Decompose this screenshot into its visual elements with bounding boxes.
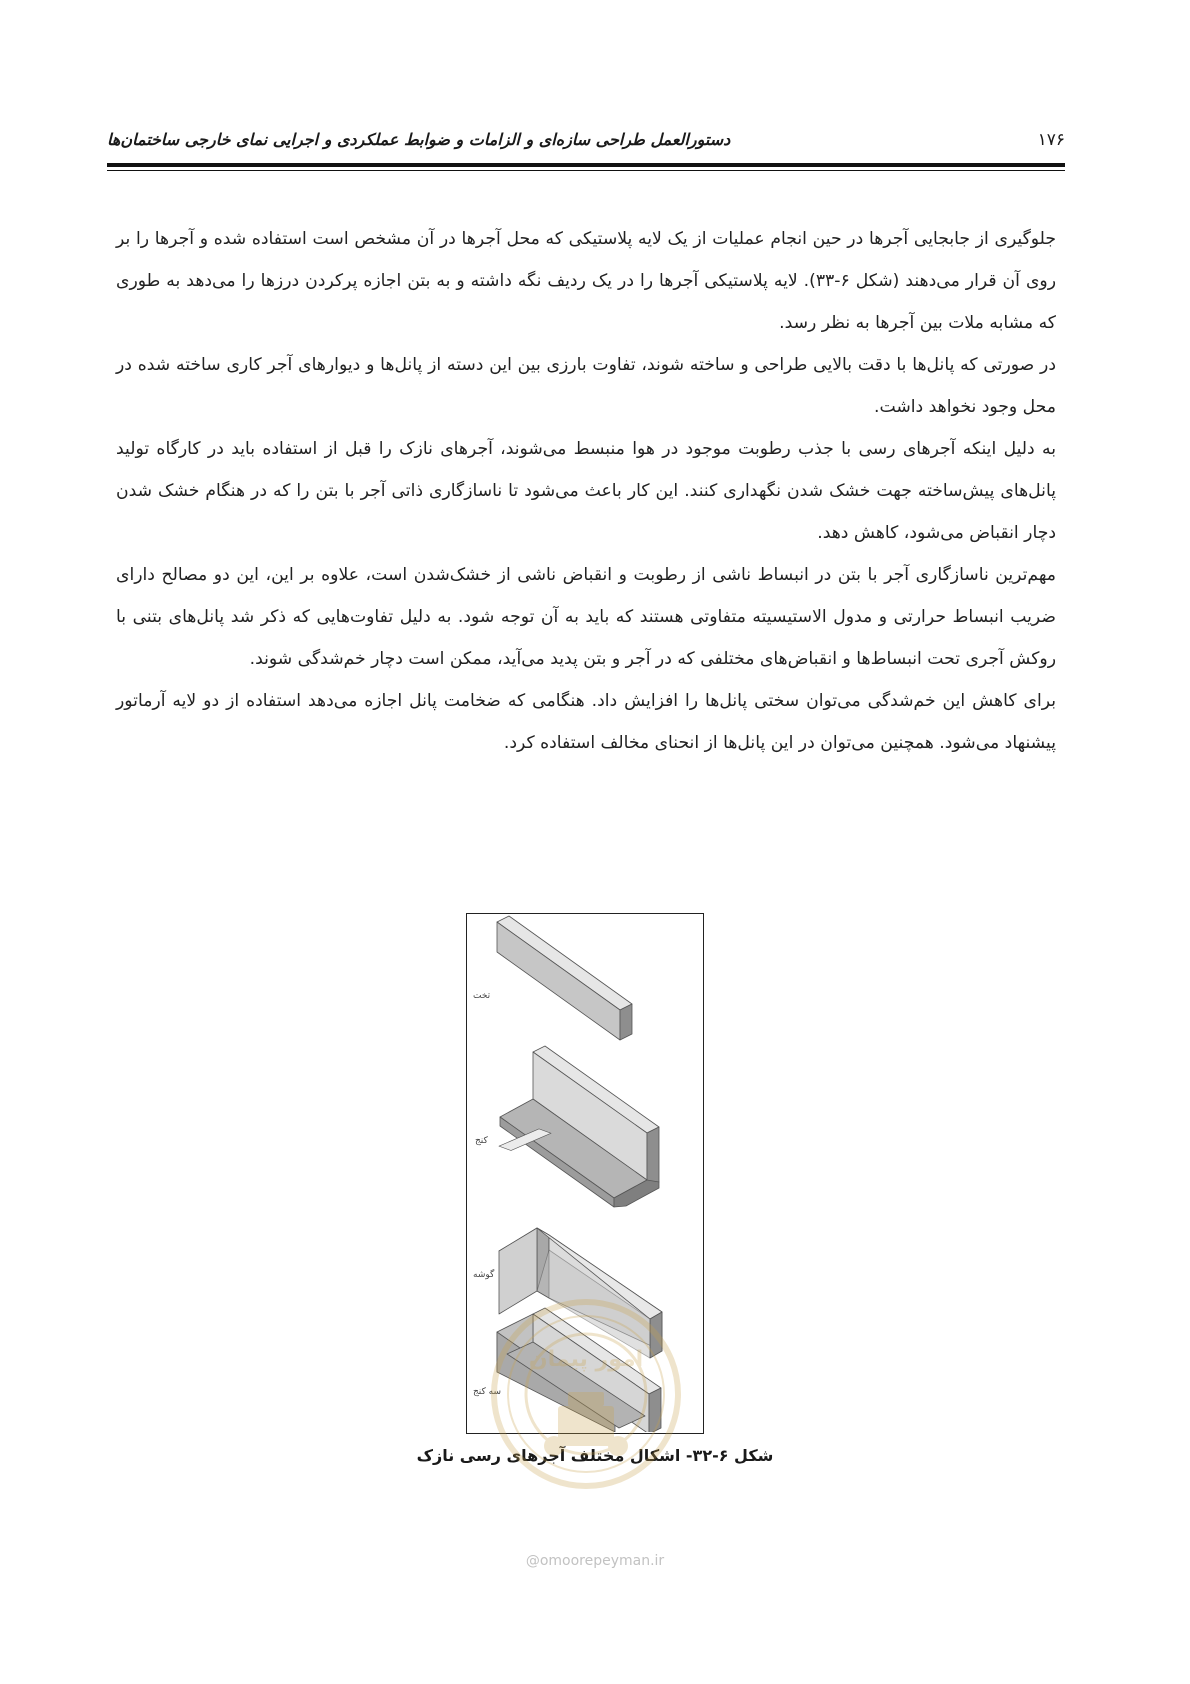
panel-shapes-illustration [467,914,703,1432]
watermark-seal-text: امور پیمان [528,1347,644,1372]
paragraph: برای کاهش این خم‌شدگی می‌توان سختی پانل‌ها را افزایش داد. هنگامی که ضخامت پانل اجازه می‌دهد استفاده از دو لایه آرماتور پیشنهاد می‌شود. همچنین می‌توان در این پانل‌ها از انحنای مخالف استفاده کرد. [116,691,1056,753]
paragraph: مهم‌ترین ناسازگاری آجر با بتن در انبساط ناشی از رطوبت و انقباض ناشی از خشک‌شدن است، علاوه بر این، این دو مصالح دارای ضریب انبساط حرارتی و مدول الاستیسیته متفاوتی هستند که باید به آن توجه شود. به دلیل تفاوت‌هایی که ذکر شد پانل‌های بتنی با روکش آجری تحت انبساط‌ها و انقباض‌های مختلفی که در آجر و بتن پدید می‌آید، ممکن است دچار خم‌شدگی شوند. [116,565,1056,669]
label-angle: کنج [475,1136,488,1146]
figure-frame [466,913,704,1434]
figure-caption: شکل ۶-۳۲- اشکال مختلف آجرهای رسی نازک [416,1446,774,1465]
header-rule-thin [107,170,1065,171]
flat-panel-shape [497,916,632,1040]
label-three-corner: سه کنج [473,1387,502,1397]
paragraph: در صورتی که پانل‌ها با دقت بالایی طراحی و ساخته شوند، تفاوت بارزی بین این دسته از پانل‌ها و دیوارهای آجر کاری ساخته شده در محل وجود نخواهد داشت. [116,355,1056,417]
label-corner: گوشه [473,1270,495,1280]
running-title: دستورالعمل طراحی سازه‌ای و الزامات و ضوابط عملکردی و اجرایی نمای خارجی ساختمان‌ها [107,130,731,149]
header-rule-thick [107,163,1065,167]
page-header [107,128,1065,158]
body-text [116,218,1056,764]
label-flat: تخت [473,991,491,1001]
paragraph: به دلیل اینکه آجرهای رسی با جذب رطوبت موجود در هوا منبسط می‌شوند، آجرهای نازک را قبل از استفاده باید در کارگاه تولید پانل‌های پیش‌ساخته جهت خشک شدن نگهداری کنند. این کار باعث می‌شود تا ناسازگاری ذاتی آجر با بتن را که در هنگام خشک شدن دچار انقباض می‌شود، کاهش دهد. [116,439,1056,543]
page-number: ۱۷۶ [1037,130,1065,150]
paragraph: جلوگیری از جابجایی آجرها در حین انجام عملیات از یک لایه پلاستیکی که محل آجرها در آن مشخص است استفاده شده و آجرها را بر روی آن قرار می‌دهند (شکل ۶-۳۳). لایه پلاستیکی آجرها را در یک ردیف نگه داشته و به بتن اجازه پرکردن درزها را می‌دهد به طوری که مشابه ملات بین آجرها به نظر رسد. [116,229,1056,333]
watermark-url: @omoorepeyman.ir [525,1553,665,1569]
angle-panel-shape [500,1046,659,1207]
